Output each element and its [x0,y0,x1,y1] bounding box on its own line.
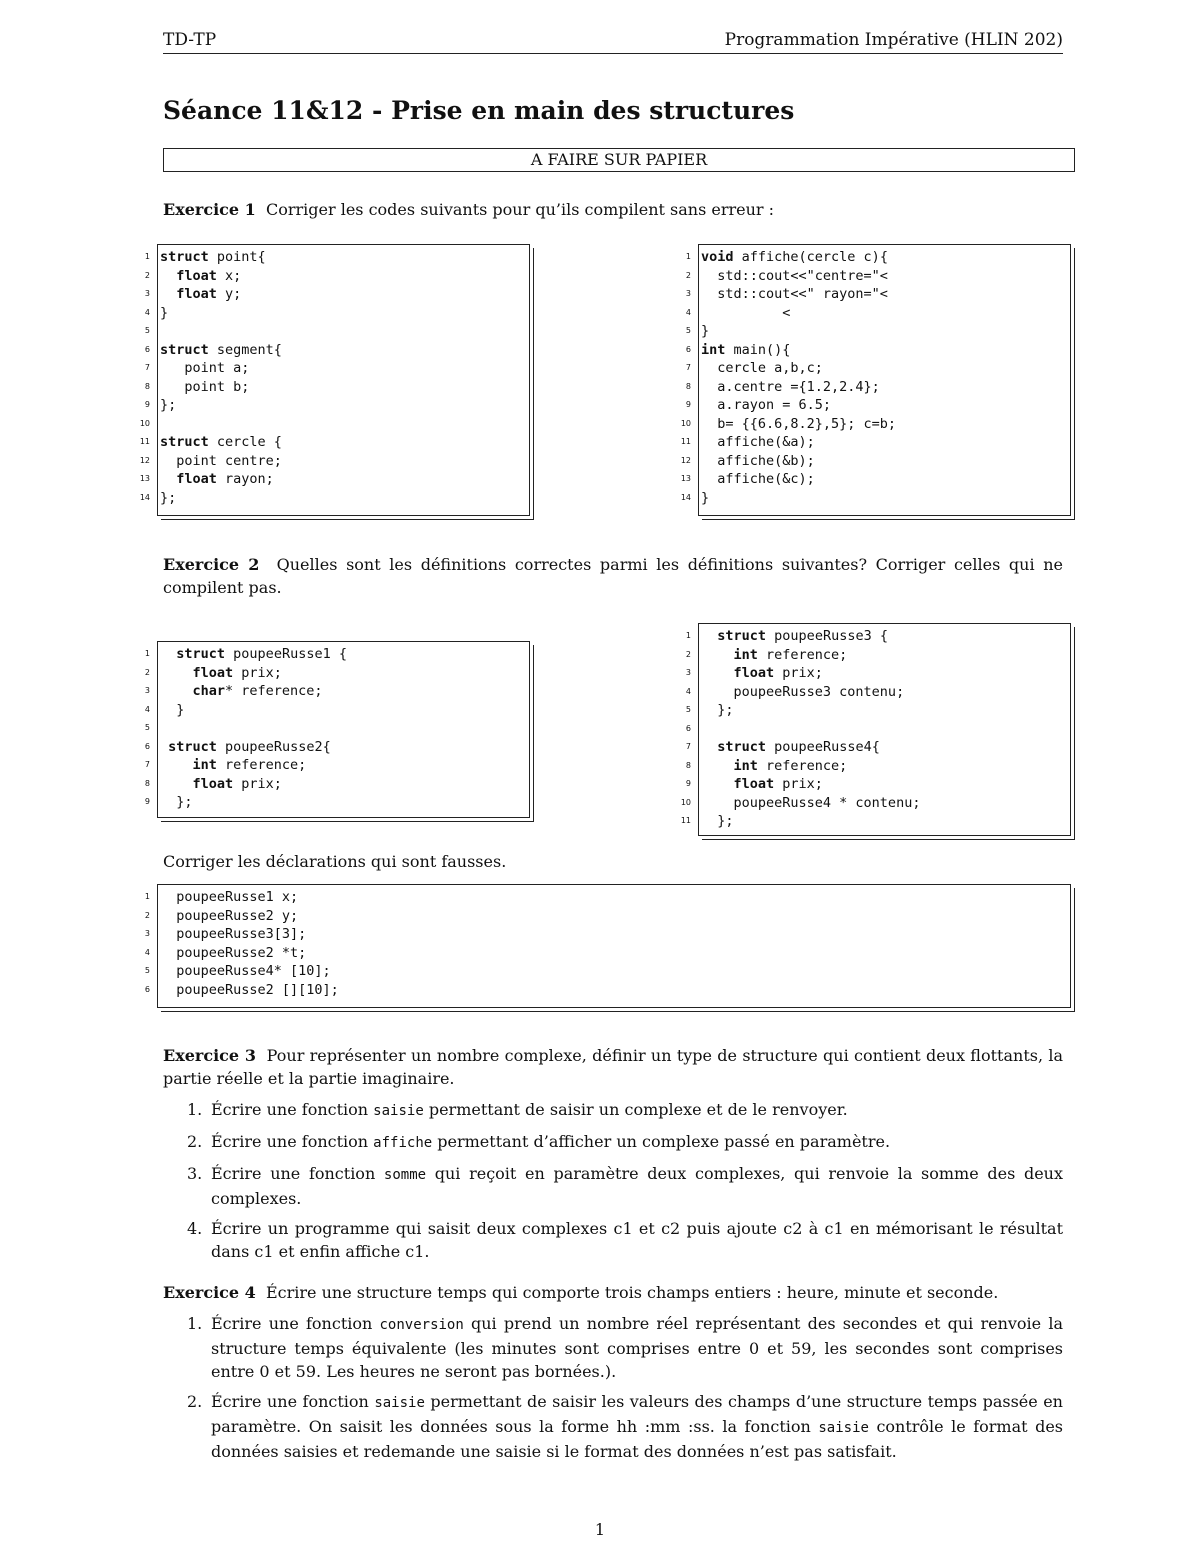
code-text: int reference; [733,757,848,774]
line-number: 2 [685,649,691,659]
line-number: 3 [144,929,150,938]
ex4-statement [163,1281,1063,1304]
line-number: 5 [144,326,150,335]
line-number: 8 [685,381,691,391]
code-text: } [701,489,710,506]
line-number: 1 [144,892,150,901]
ex2-code-left [144,641,530,818]
code-line [685,248,1070,267]
line-number: 5 [685,326,691,335]
list-number: 4. [187,1219,203,1238]
code-line [685,738,1070,757]
code-text: struct cercle { [160,434,282,450]
list-item [163,1098,1063,1123]
code-line [139,489,529,508]
list-item [163,1390,1063,1463]
header-rule [163,53,1063,54]
code-line [144,738,529,757]
code-text: struct poupeeRusse1 { [176,646,347,662]
list-number: 2. [187,1132,203,1151]
code-text: point centre; [160,452,282,469]
line-number: 10 [680,418,691,428]
code-line [680,452,1070,471]
code-text: poupeeRusse2 y; [160,907,299,924]
code-line [144,341,529,360]
line-number: 10 [139,418,150,428]
code-text: }; [160,794,193,810]
code-line [144,962,1070,981]
code-text: float prix; [733,776,823,792]
code-line [144,304,529,323]
code-line [685,701,1070,720]
line-number: 6 [685,344,691,354]
ex2-code-decl [144,884,1071,1008]
line-number: 12 [680,455,691,465]
code-text: poupeeRusse2 [][10]; [160,981,339,998]
list-item [163,1312,1063,1383]
ex2-text: Quelles sont les définitions correctes parmi les définitions suivantes? Corriger celles qui ne compilent pas. [163,555,1064,597]
page-title: Séance 11&12 - Prise en main des structures [163,96,795,125]
code-text: int reference; [733,646,848,663]
code-text: poupeeRusse3 contenu; [701,683,905,700]
code-text: float rayon; [176,471,274,487]
code-line [144,907,1070,926]
code-text: a.rayon = 6.5; [701,397,832,413]
code-line [139,415,529,434]
list-item [163,1162,1063,1210]
line-number: 3 [144,686,150,695]
code-text: struct segment{ [160,341,282,358]
code-text: } [160,701,185,718]
code-text: poupeeRusse2 *t; [160,944,307,961]
code-line [144,322,529,341]
code-text: poupeeRusse1 x; [160,889,299,905]
code-line [680,794,1070,813]
code-line [685,285,1070,304]
line-number: 14 [139,492,150,502]
ex4-text: Écrire une structure temps qui comporte trois champs entiers : heure, minute et seconde. [265,1283,999,1302]
ex1-statement [163,198,1063,221]
code-text: }; [701,702,734,718]
code-line [685,664,1070,683]
code-text: < [701,304,791,321]
code-line [685,322,1070,341]
line-number: 7 [685,742,691,751]
code-text: void affiche(cercle c){ [701,249,888,265]
code-text: struct poupeeRusse2{ [168,738,331,755]
list-text: Écrire une fonction saisie permettant de saisir un complexe et de le renvoyer. [211,1100,848,1119]
code-text: float y; [176,286,242,302]
line-number: 3 [685,289,691,298]
code-line [680,415,1070,434]
line-number: 12 [139,455,150,465]
code-text: }; [160,397,177,413]
ex2-label: Exercice 2 [163,555,260,574]
code-line [144,793,529,812]
code-text [160,323,168,339]
ex2-code-right [680,623,1071,836]
code-text: }; [701,813,734,829]
code-line [144,378,529,397]
ex3-text: Pour représenter un nombre complexe, définir un type de structure qui contient deux flottants, la partie réelle et la partie imaginaire. [163,1046,1064,1088]
code-text: struct poupeeRusse4{ [717,739,880,755]
code-text [701,721,709,737]
ex3-label: Exercice 3 [163,1046,257,1065]
code-text: affiche(&b); [701,452,815,469]
code-line [139,452,529,471]
list-item [163,1217,1063,1263]
code-text: }; [160,489,177,506]
code-text: struct point{ [160,249,266,265]
code-text: float prix; [192,664,282,681]
code-line [680,489,1070,508]
line-number: 3 [144,289,150,298]
code-text: poupeeRusse4 * contenu; [701,794,921,811]
code-line [685,683,1070,702]
line-number: 14 [680,492,691,502]
code-text: char* reference; [192,683,323,699]
list-number: 1. [187,1314,203,1333]
line-number: 6 [144,741,150,751]
code-text [160,416,168,432]
code-text: } [701,323,710,339]
line-number: 3 [685,668,691,677]
line-number: 6 [685,723,691,733]
code-line [144,359,529,378]
code-line [144,248,529,267]
code-line [144,925,1070,944]
line-number: 4 [144,307,150,317]
code-text: std::cout<<" rayon="< [701,286,888,302]
line-number: 10 [680,797,691,807]
list-text: Écrire une fonction conversion qui prend un nombre réel représentant des secondes et qui renvoie la structure temps équivalente (les minutes sont comprises entre 0 et 59, les secondes sont comprises entre 0 et 59. Les heures ne seront pas bornées.). [211,1314,1063,1381]
code-line [680,812,1070,831]
line-number: 7 [144,363,150,372]
line-number: 8 [685,760,691,770]
ex1-code-left [139,244,530,516]
code-line [144,756,529,775]
header-right: Programmation Impérative (HLIN 202) [724,30,1063,50]
code-line [139,470,529,489]
code-text: poupeeRusse3[3]; [160,926,307,942]
code-line [685,359,1070,378]
line-number: 1 [685,252,691,261]
line-number: 4 [685,307,691,317]
line-number: 9 [685,779,691,788]
line-number: 9 [144,797,150,806]
page-number: 1 [594,1520,606,1539]
code-text: } [160,304,169,321]
line-number: 13 [139,474,150,483]
line-number: 2 [144,270,150,280]
code-line [144,944,1070,963]
ex3-list [163,1098,1063,1270]
ex4-label: Exercice 4 [163,1283,256,1302]
code-line [144,664,529,683]
code-line [144,888,1070,907]
line-number: 9 [144,400,150,409]
list-number: 3. [187,1164,203,1183]
line-number: 5 [144,966,150,975]
code-line [685,341,1070,360]
ex4-list [163,1312,1063,1470]
code-line [685,775,1070,794]
code-line [144,285,529,304]
code-line [680,470,1070,489]
code-line [685,646,1070,665]
code-line [144,701,529,720]
line-number: 6 [144,344,150,354]
line-number: 11 [680,437,691,446]
code-line [144,981,1070,1000]
code-text: b= {{6.6,8.2},5}; c=b; [701,415,897,432]
ex1-code-right [680,244,1071,516]
code-text: float prix; [192,775,282,792]
code-line [144,775,529,794]
ex1-text: Corriger les codes suivants pour qu’ils compilent sans erreur : [265,200,775,219]
line-number: 5 [144,723,150,732]
code-text: int reference; [192,757,307,773]
list-text: Écrire un programme qui saisit deux complexes c1 et c2 puis ajoute c2 à c1 en mémorisant le résultat dans c1 et enfin affiche c1. [211,1219,1063,1261]
ex3-statement [163,1044,1063,1090]
line-number: 13 [680,474,691,483]
line-number: 4 [144,704,150,714]
ex2-statement [163,553,1063,599]
code-line [144,267,529,286]
code-line [680,433,1070,452]
line-number: 5 [685,705,691,714]
code-text: point b; [160,378,250,395]
line-number: 1 [685,631,691,640]
line-number: 8 [144,381,150,391]
code-line [144,719,529,738]
code-text: poupeeRusse4* [10]; [160,963,331,979]
code-text: affiche(&a); [701,434,815,450]
banner: A FAIRE SUR PAPIER [163,148,1075,172]
code-line [685,757,1070,776]
line-number: 1 [144,649,150,658]
code-text: point a; [160,360,250,376]
list-number: 1. [187,1100,203,1119]
code-line [685,396,1070,415]
code-line [685,627,1070,646]
code-line [685,378,1070,397]
line-number: 1 [144,252,150,261]
code-line [685,267,1070,286]
ex2-decl-text: Corriger les déclarations qui sont fausses. [163,852,507,871]
line-number: 2 [144,667,150,677]
code-line [144,682,529,701]
line-number: 2 [144,910,150,920]
code-text: struct poupeeRusse3 { [717,628,888,644]
line-number: 9 [685,400,691,409]
line-number: 8 [144,778,150,788]
code-text: float x; [176,267,242,284]
code-text: std::cout<<"centre="< [701,267,888,284]
list-text: Écrire une fonction saisie permettant de saisir les valeurs des champs d’une structure temps passée en paramètre. On saisit les données sous la forme hh :mm :ss. la fonction saisie contrôle le format des données saisies et redemande une saisie si le format des données n’est pas satisfait. [211,1392,1064,1461]
line-number: 4 [144,947,150,957]
line-number: 7 [685,363,691,372]
code-text: a.centre ={1.2,2.4}; [701,378,880,395]
code-text: cercle a,b,c; [701,360,823,376]
code-line [685,720,1070,739]
line-number: 6 [144,984,150,994]
code-text [160,720,168,736]
list-item [163,1130,1063,1155]
list-text: Écrire une fonction somme qui reçoit en paramètre deux complexes, qui renvoie la somme des deux complexes. [211,1164,1063,1208]
code-text: int main(){ [701,341,791,358]
list-text: Écrire une fonction affiche permettant d’afficher un complexe passé en paramètre. [211,1132,891,1151]
line-number: 7 [144,760,150,769]
line-number: 2 [685,270,691,280]
ex1-label: Exercice 1 [163,200,256,219]
code-line [144,645,529,664]
code-line [144,396,529,415]
line-number: 4 [685,686,691,696]
code-line [685,304,1070,323]
code-text: float prix; [733,665,823,681]
line-number: 11 [139,437,150,446]
header-left: TD-TP [163,30,217,50]
code-text: affiche(&c); [701,471,815,487]
line-number: 11 [680,816,691,825]
code-line [139,433,529,452]
list-number: 2. [187,1392,203,1411]
